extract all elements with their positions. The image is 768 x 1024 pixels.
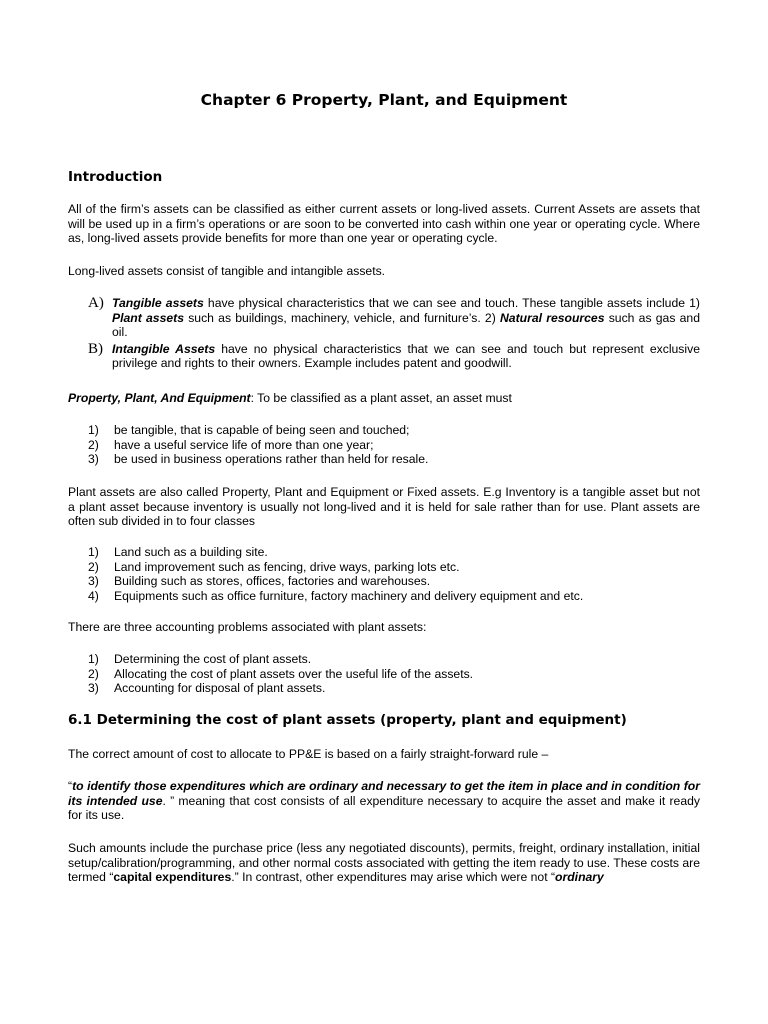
intangible-desc: have no physical characteristics that we can see and touch but represent exclusive privilege and rights to their owners. Example includes patent and goodwill.: [112, 341, 700, 371]
tangible-assets-term: Tangible assets: [112, 296, 204, 310]
introduction-heading: Introduction: [68, 169, 163, 185]
ppe-definition: [68, 391, 700, 406]
list-text: Determining the cost of plant assets.: [114, 652, 312, 666]
list-item: [68, 438, 700, 453]
capital-expenditures-term: capital expenditures: [113, 870, 232, 885]
long-lived-assets-paragraph: Long-lived assets consist of tangible and intangible assets.: [68, 264, 386, 278]
ppe-definition-text: : To be classified as a plant asset, an asset must: [250, 391, 512, 405]
section-6-1-heading: 6.1 Determining the cost of plant assets (property, plant and equipment): [68, 712, 627, 728]
list-item: [68, 589, 700, 604]
list-item: [68, 574, 700, 589]
tangible-desc-3: such as gas and oil.: [112, 310, 700, 340]
list-number: 2): [88, 437, 99, 452]
quote-rest-text: . ” meaning that cost consists of all expenditure necessary to acquire the asset and make it ready for its use.: [68, 793, 700, 823]
list-item: [68, 452, 700, 467]
list-number: 1): [88, 423, 99, 437]
list-letter: B): [88, 340, 103, 357]
list-item-intangible: [68, 342, 700, 371]
list-item: [68, 667, 700, 682]
list-number: 1): [88, 545, 99, 559]
list-number: 2): [88, 559, 99, 574]
list-item: [68, 423, 700, 438]
intro-paragraph: All of the firm’s assets can be classified as either current assets or long-lived assets. Current Assets are assets that will be used up in a firm’s operations or are soon to be converted into cash within one year or operating cycle. Where as, long-lived assets provide benefits for more than one year or operating cycle.: [68, 202, 700, 246]
quote-bold-text: to identify those expenditures which are ordinary and necessary to get the item in place and in condition for its intended use: [68, 779, 700, 808]
list-text: Allocating the cost of plant assets over the useful life of the assets.: [114, 666, 474, 681]
list-text: Land improvement such as fencing, drive ways, parking lots etc.: [114, 559, 460, 574]
capital-expenditures-paragraph: [68, 841, 700, 885]
intangible-assets-term: Intangible Assets: [112, 341, 216, 356]
plant-asset-criteria-list: [68, 423, 700, 467]
intangible-assets-text: [112, 342, 700, 371]
cost-rule-paragraph: The correct amount of cost to allocate to PP&E is based on a fairly straight-forward rule –: [68, 747, 549, 761]
list-item: [68, 652, 700, 667]
list-number: 4): [88, 588, 99, 603]
list-letter: A): [88, 295, 104, 311]
chapter-title: Chapter 6 Property, Plant, and Equipment: [200, 91, 568, 109]
list-number: 2): [88, 666, 99, 681]
list-text: Accounting for disposal of plant assets.: [114, 681, 326, 696]
quote-mark: “: [68, 779, 73, 793]
list-item: [68, 545, 700, 560]
list-text: Land such as a building site.: [114, 545, 268, 559]
tangible-desc-1: have physical characteristics that we can see and touch. These tangible assets include 1): [203, 296, 700, 310]
list-item: [68, 560, 700, 575]
accounting-problems-list: [68, 652, 700, 696]
list-item: [68, 681, 700, 696]
list-text: be tangible, that is capable of being seen and touched;: [114, 423, 410, 437]
tangible-assets-text: [112, 296, 700, 340]
list-number: 3): [88, 452, 99, 467]
capex-text-2: .” In contrast, other expenditures may arise which were not “: [231, 870, 556, 885]
cost-rule-quote: [68, 779, 700, 823]
list-text: be used in business operations rather than held for resale.: [114, 452, 429, 467]
list-text: have a useful service life of more than one year;: [114, 437, 374, 452]
list-number: 3): [88, 574, 99, 589]
list-number: 1): [88, 652, 99, 666]
list-number: 3): [88, 681, 99, 696]
plant-assets-term: Plant assets: [112, 310, 184, 325]
plant-assets-paragraph: Plant assets are also called Property, Plant and Equipment or Fixed assets. E.g Inventory is a tangible asset but not a plant asset because inventory is usually not long-lived and it is held for sale rather than for use. Plant assets are often sub divided in to four classes: [68, 485, 700, 529]
list-text: Building such as stores, offices, factories and warehouses.: [114, 574, 431, 589]
accounting-problems-paragraph: There are three accounting problems associated with plant assets:: [68, 620, 427, 634]
tangible-desc-2: such as buildings, machinery, vehicle, and furniture’s. 2): [183, 310, 500, 325]
natural-resources-term: Natural resources: [500, 310, 605, 325]
list-text: Equipments such as office furniture, factory machinery and delivery equipment and etc.: [114, 588, 584, 603]
capex-text-1: Such amounts include the purchase price (less any negotiated discounts), permits, freight, ordinary installation, initial setup/calibration/programming, and other normal costs associated with getting the item ready to use. These costs are termed “: [68, 841, 700, 885]
asset-types-list: [68, 296, 700, 371]
plant-asset-classes-list: [68, 545, 700, 603]
ordinary-term: ordinary: [555, 870, 604, 885]
list-item-tangible: [68, 296, 700, 340]
ppe-term: Property, Plant, And Equipment: [68, 391, 251, 405]
